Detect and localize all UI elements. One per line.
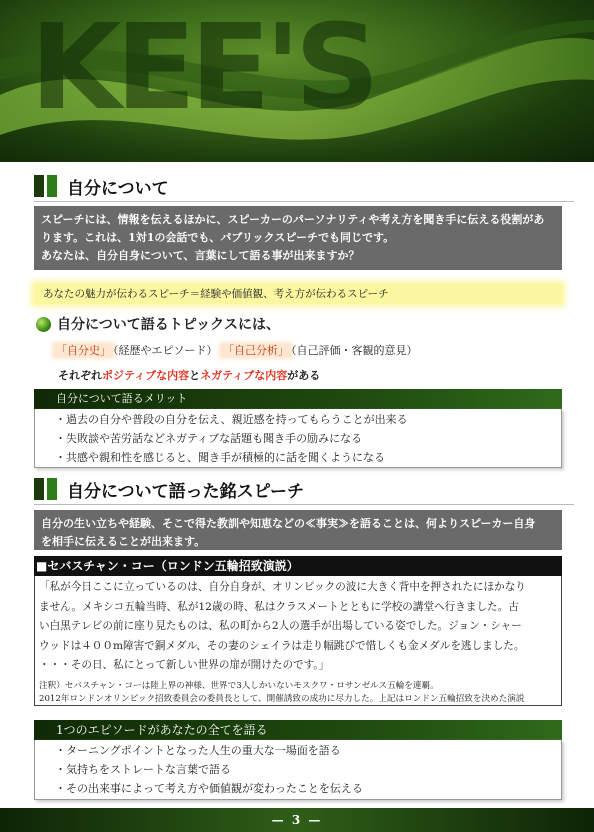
note-line: 2012年ロンドンオリンピック招致委員会の委員長として、開催誘致の成功に尽力した。上記はロンドン五輪招致を決めた演説 — [39, 693, 525, 704]
speech-quote-box — [34, 576, 562, 706]
intro-line: を相手に伝えることが出来ます。 — [41, 535, 206, 548]
speech-quote — [39, 578, 557, 676]
quote-line: ・・・その日、私にとって新しい世界の扉が開けたのです。」 — [39, 659, 330, 671]
section-title: 自分について語った銘スピーチ — [67, 481, 304, 502]
intro-line: 自分の生い立ちや経験、そこで得た教訓や知恵などの≪事実≫を語ることは、何よりスピーカー自身 — [41, 517, 536, 530]
section-title: 自分について — [67, 178, 169, 199]
topic-desc: （自己評価・客観的意見） — [291, 344, 418, 357]
contents-text: がある — [287, 369, 321, 382]
contents-text: それぞれ — [58, 369, 102, 382]
heading-square-green — [47, 478, 57, 500]
section-heading-about-self — [34, 171, 574, 202]
page-number: — 3 — — [0, 808, 594, 832]
list-item: ・失敗談や苦労話などネガティブな話題も聞き手の励みになる — [55, 432, 363, 445]
contents-text: と — [189, 369, 201, 382]
intro-box — [34, 510, 562, 550]
heading-square-green — [47, 175, 57, 197]
highlight-box: あなたの魅力が伝わるスピーチ＝経験や価値観、考え方が伝わるスピーチ — [34, 284, 562, 304]
list-item: ・共感や親和性を感じると、聞き手が積極的に話を聞くようになる — [55, 451, 385, 464]
list-item: ・ターニングポイントとなった人生の重大な一場面を語る — [55, 744, 341, 757]
intro-line: あなたは、自分自身について、言葉にして語る事が出来ますか？ — [41, 249, 360, 262]
logo-watermark: KEE'S — [30, 0, 374, 136]
topic-tag-history: 「自分史」 — [56, 344, 111, 357]
positive-text: ポジティブな内容 — [102, 369, 190, 382]
topics-title: 自分について語るトピックスには、 — [57, 317, 281, 333]
speech-note — [39, 680, 557, 706]
merit-title-bar: 自分について語るメリット — [34, 389, 562, 409]
speech-title: ■セバスチャン・コー（ロンドン五輪招致演説） — [34, 556, 562, 576]
intro-line: ります。これは、1対1の会話でも、パブリックスピーチでも同じです。 — [41, 231, 395, 244]
heading-square-dark — [34, 478, 44, 500]
list-item: ・気持ちをストレートな言葉で語る — [55, 763, 231, 776]
intro-box — [34, 206, 562, 270]
quote-line: い白黒テレビの前に座り見たものは、私の町から2人の選手が出場している姿でした。ジョン・シャー — [39, 620, 522, 632]
header-banner — [0, 0, 594, 162]
note-line: 注釈）セバスチャン・コーは陸上界の神様、世界で3人しかいないモスクワ・ロサンゼルス五輪を連覇。 — [39, 680, 439, 691]
merit-list — [34, 409, 562, 468]
heading-square-dark — [34, 175, 44, 197]
topics-row — [54, 342, 418, 358]
list-item: ・その出来事によって考え方や価値観が変わったことを伝える — [55, 782, 363, 795]
topics-title-row — [36, 314, 280, 334]
episode-title-bar: 1つのエピソードがあなたの全てを語る — [34, 720, 562, 740]
quote-line: 「私が今日ここに立っているのは、自分自身が、オリンピックの波に大きく背中を押されたにほかなり — [39, 581, 526, 593]
quote-line: ません。メキシコ五輪当時、私が12歳の時、私はクラスメートとともに学校の講堂へ行きました。古 — [39, 600, 519, 613]
negative-text: ネガティブな内容 — [200, 369, 288, 382]
topic-desc: （経歴やエピソード） — [113, 344, 218, 357]
contents-note — [58, 367, 320, 383]
episode-list — [34, 740, 562, 800]
green-ball-icon — [36, 317, 51, 332]
topic-tag-analysis: 「自己分析」 — [223, 344, 289, 357]
quote-line: ウッドは４００m障害で銅メダル、その妻のシェイラは走り幅跳びで惜しくも金メダルを逃しました。 — [39, 639, 525, 652]
section-heading-famous-speech — [34, 474, 574, 505]
intro-line: スピーチには、情報を伝えるほかに、スピーカーのパーソナリティや考え方を聞き手に伝える役割があ — [41, 213, 545, 226]
list-item: ・過去の自分や普段の自分を伝え、親近感を持ってもらうことが出来る — [55, 413, 408, 426]
